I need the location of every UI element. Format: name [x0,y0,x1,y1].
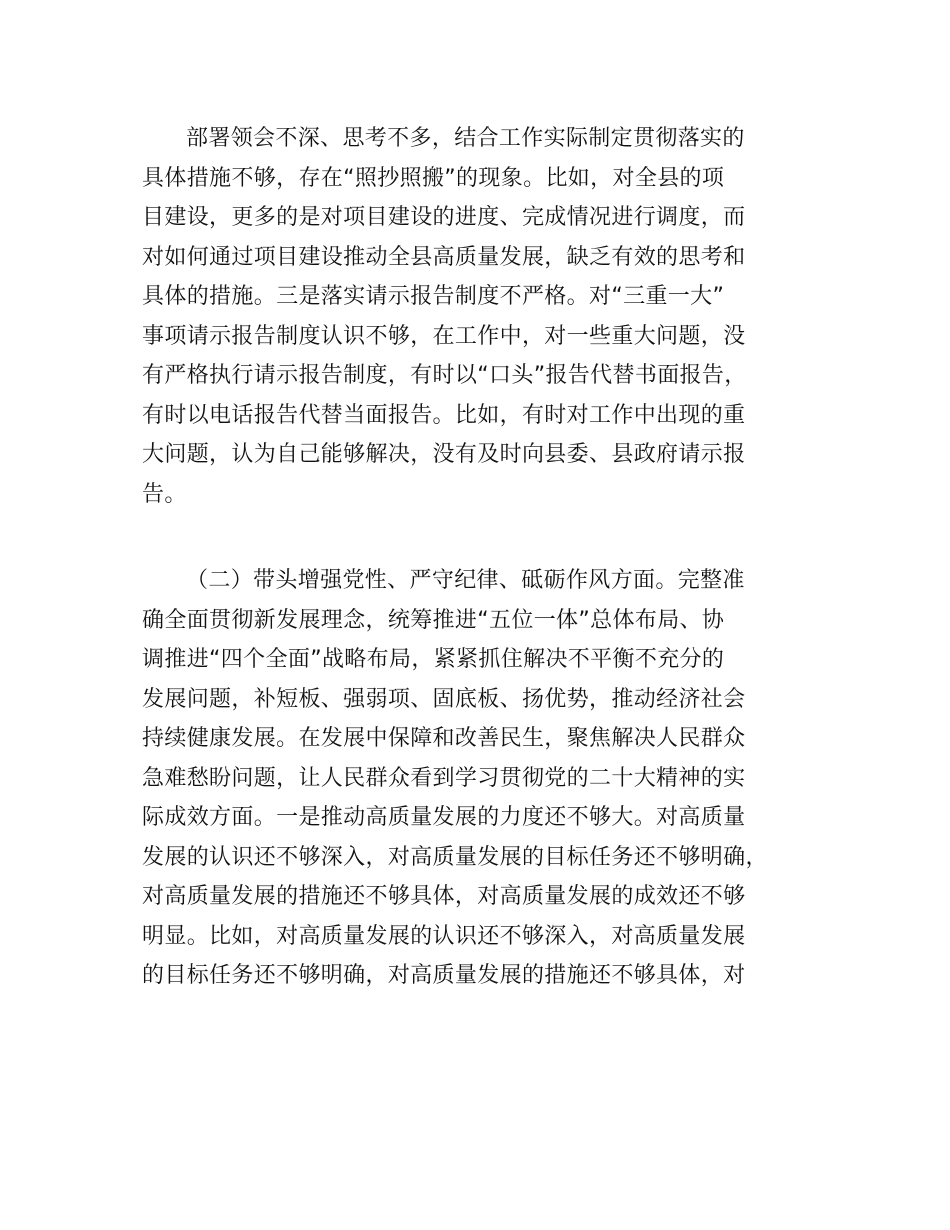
section-heading-line: （二）带头增强党性、严守纪律、砥砺作风方面。完整准 [186,568,745,593]
paragraph-line: 明显。比如，对高质量发展的认识还不够深入，对高质量发展 [142,923,746,949]
paragraph-line: 发展问题，补短板、强弱项、固底板、扬优势，推动经济社会 [142,686,746,712]
paragraph-line: 有严格执行请示报告制度，有时以“口头”报告代替书面报告， [142,363,747,388]
paragraph-line: 调推进“四个全面”战略布局，紧紧抓住解决不平衡不充分的 [142,647,725,672]
paragraph-line: 具体的措施。三是落实请示报告制度不严格。对“三重一大” [142,284,725,309]
paragraph-line: 急难愁盼问题，让人民群众看到学习贯彻党的二十大精神的实 [142,765,746,791]
paragraph-line: 际成效方面。一是推动高质量发展的力度还不够大。对高质量 [142,805,746,830]
paragraph-line: 确全面贯彻新发展理念，统筹推进“五位一体”总体布局、协 [142,607,725,633]
paragraph-line: 部署领会不深、思考不多，结合工作实际制定贯彻落实的 [186,126,745,151]
paragraph-line: 对高质量发展的措施还不够具体，对高质量发展的成效还不够 [142,884,746,909]
paragraph-line: 对如何通过项目建设推动全县高质量发展，缺乏有效的思考和 [142,244,746,270]
paragraph-line: 事项请示报告制度认识不够，在工作中，对一些重大问题，没 [142,323,746,349]
paragraph-line: 持续健康发展。在发展中保障和改善民生，聚焦解决人民群众 [142,726,746,751]
paragraph-line: 的目标任务还不够明确，对高质量发展的措施还不够具体，对 [142,963,746,988]
paragraph-line: 有时以电话报告代替当面报告。比如，有时对工作中出现的重 [142,402,746,428]
paragraph-line: 告。 [142,481,187,507]
paragraph-2 [142,561,832,996]
paragraph-line: 大问题，认为自己能够解决，没有及时向县委、县政府请示报 [142,442,746,467]
paragraph-line: 目建设，更多的是对项目建设的进度、完成情况进行调度，而 [142,205,746,230]
paragraph-1 [142,119,832,514]
paragraph-line: 发展的认识还不够深入，对高质量发展的目标任务还不够明确， [142,844,768,870]
paragraph-line: 具体措施不够，存在“照抄照搬”的现象。比如，对全县的项 [142,165,725,191]
